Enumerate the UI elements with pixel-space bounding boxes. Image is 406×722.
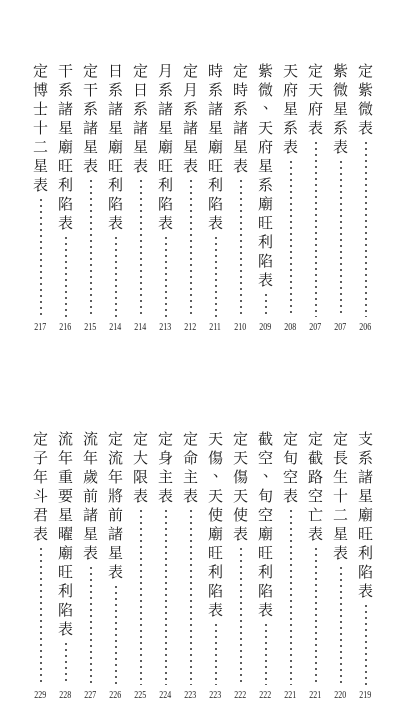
- dot-leader: [90, 565, 92, 685]
- toc-entry-page: 217: [34, 321, 47, 333]
- toc-entry-title: 定 命 主 表: [182, 430, 198, 505]
- toc-entry-title: 定 時 系 諸 星 表: [232, 62, 248, 175]
- toc-entry-page: 228: [59, 689, 72, 701]
- toc-entry-page: 226: [109, 689, 122, 701]
- toc-entry-page: 212: [184, 321, 197, 333]
- toc-entry-page: 221: [309, 689, 322, 701]
- toc-entry[interactable]: [178, 62, 203, 334]
- toc-entry-page: 211: [209, 321, 222, 333]
- dot-leader: [290, 159, 292, 317]
- toc-entry-title: 定 月 系 諸 星 表: [182, 62, 198, 175]
- toc-entry-page: 229: [34, 689, 47, 701]
- toc-entry-title: 定 日 系 諸 星 表: [132, 62, 148, 175]
- toc-entry-title: 截 空 、 旬 空 廟 旺 利 陷 表: [257, 430, 278, 619]
- toc-entry[interactable]: [228, 62, 253, 334]
- dot-leader: [290, 508, 292, 685]
- toc-entry-page: 225: [134, 689, 147, 701]
- toc-entry-page: 222: [234, 689, 247, 701]
- toc-entry-title: 紫 微 、 天 府 星 系 廟 旺 利 陷 表: [257, 62, 278, 289]
- toc-entry-title: 定 天 府 表: [307, 62, 323, 137]
- toc-entry[interactable]: [203, 62, 228, 334]
- toc-entry-title: 定 大 限 表: [132, 430, 148, 505]
- toc-entry-title: 紫 微 星 系 表: [332, 62, 348, 156]
- toc-entry[interactable]: [53, 62, 78, 334]
- toc-entry[interactable]: [253, 62, 278, 334]
- toc-entry-page: 219: [359, 689, 372, 701]
- toc-entry-page: 223: [209, 689, 222, 701]
- toc-entry-title: 定 干 系 諸 星 表: [82, 62, 98, 175]
- toc-entry-title: 定 截 路 空 亡 表: [307, 430, 323, 543]
- dot-leader: [40, 197, 42, 317]
- toc-entry[interactable]: [328, 430, 353, 702]
- dot-leader: [265, 622, 267, 685]
- toc-entry[interactable]: [78, 62, 103, 334]
- toc-entry-title: 時 系 諸 星 廟 旺 利 陷 表: [207, 62, 223, 232]
- toc-entry-title: 定 長 生 十 二 星 表: [332, 430, 348, 562]
- toc-entry-page: 213: [159, 321, 172, 333]
- toc-entry-page: 223: [184, 689, 197, 701]
- toc-entry-page: 214: [109, 321, 122, 333]
- dot-leader: [365, 603, 367, 685]
- toc-entry-page: 227: [84, 689, 97, 701]
- toc-entry-page: 210: [234, 321, 247, 333]
- toc-entry-title: 日 系 諸 星 廟 旺 利 陷 表: [107, 62, 123, 232]
- toc-entry-title: 定 天 傷 天 使 表: [232, 430, 248, 543]
- toc-entry[interactable]: [53, 430, 78, 702]
- dot-leader: [40, 546, 42, 685]
- toc-entry-title: 干 系 諸 星 廟 旺 利 陷 表: [57, 62, 73, 232]
- toc-entry-title: 月 系 諸 星 廟 旺 利 陷 表: [157, 62, 173, 232]
- dot-leader: [165, 508, 167, 685]
- toc-entry-page: 216: [59, 321, 72, 333]
- toc-entry[interactable]: [103, 62, 128, 334]
- dot-leader: [90, 178, 92, 317]
- dot-leader: [165, 235, 167, 317]
- dot-leader: [65, 641, 67, 685]
- toc-entry[interactable]: [153, 430, 178, 702]
- toc-entry[interactable]: [28, 430, 53, 702]
- toc-entry-title: 流 年 重 要 星 曜 廟 旺 利 陷 表: [57, 430, 73, 638]
- toc-entry-page: 207: [334, 321, 347, 333]
- toc-entry-page: 224: [159, 689, 172, 701]
- toc-entry-title: 天 傷 、 天 使 廟 旺 利 陷 表: [207, 430, 228, 619]
- dot-leader: [240, 546, 242, 685]
- toc-entry-page: 222: [259, 689, 272, 701]
- toc-entry[interactable]: [353, 430, 378, 702]
- toc-entry[interactable]: [153, 62, 178, 334]
- toc-block-top: [28, 62, 378, 334]
- dot-leader: [115, 584, 117, 685]
- dot-leader: [365, 140, 367, 317]
- dot-leader: [215, 235, 217, 317]
- dot-leader: [190, 508, 192, 685]
- toc-entry[interactable]: [353, 62, 378, 334]
- toc-entry[interactable]: [128, 430, 153, 702]
- toc-block-bottom: [28, 430, 378, 702]
- toc-entry-title: 天 府 星 系 表: [282, 62, 298, 156]
- toc-entry[interactable]: [28, 62, 53, 334]
- toc-entry-title: 定 子 年 斗 君 表: [32, 430, 48, 543]
- dot-leader: [340, 159, 342, 317]
- toc-entry-title: 定 身 主 表: [157, 430, 173, 505]
- dot-leader: [140, 178, 142, 317]
- toc-entry-page: 215: [84, 321, 97, 333]
- toc-entry[interactable]: [228, 430, 253, 702]
- toc-entry[interactable]: [303, 62, 328, 334]
- toc-entry-page: 207: [309, 321, 322, 333]
- toc-entry-title: 定 旬 空 表: [282, 430, 298, 505]
- toc-entry-title: 定 博 士 十 二 星 表: [32, 62, 48, 194]
- toc-entry[interactable]: [328, 62, 353, 334]
- toc-entry-page: 209: [259, 321, 272, 333]
- toc-entry-page: 220: [334, 689, 347, 701]
- dot-leader: [115, 235, 117, 317]
- toc-entry[interactable]: [278, 62, 303, 334]
- toc-entry[interactable]: [203, 430, 228, 702]
- toc-entry[interactable]: [253, 430, 278, 702]
- toc-entry-page: 221: [284, 689, 297, 701]
- dot-leader: [265, 292, 267, 317]
- toc-entry[interactable]: [103, 430, 128, 702]
- dot-leader: [340, 565, 342, 685]
- dot-leader: [190, 178, 192, 317]
- dot-leader: [315, 140, 317, 317]
- dot-leader: [315, 546, 317, 685]
- toc-entry[interactable]: [78, 430, 103, 702]
- toc-entry-title: 定 紫 微 表: [357, 62, 373, 137]
- toc-entry-title: 流 年 歲 前 諸 星 表: [82, 430, 98, 562]
- toc-entry[interactable]: [278, 430, 303, 702]
- toc-entry-title: 支 系 諸 星 廟 旺 利 陷 表: [357, 430, 373, 600]
- dot-leader: [65, 235, 67, 317]
- toc-entry-page: 206: [359, 321, 372, 333]
- toc-entry[interactable]: [303, 430, 328, 702]
- toc-entry-page: 208: [284, 321, 297, 333]
- toc-entry[interactable]: [178, 430, 203, 702]
- toc-entry[interactable]: [128, 62, 153, 334]
- toc-entry-page: 214: [134, 321, 147, 333]
- dot-leader: [240, 178, 242, 317]
- dot-leader: [140, 508, 142, 685]
- dot-leader: [215, 622, 217, 685]
- toc-entry-title: 定 流 年 將 前 諸 星 表: [107, 430, 123, 581]
